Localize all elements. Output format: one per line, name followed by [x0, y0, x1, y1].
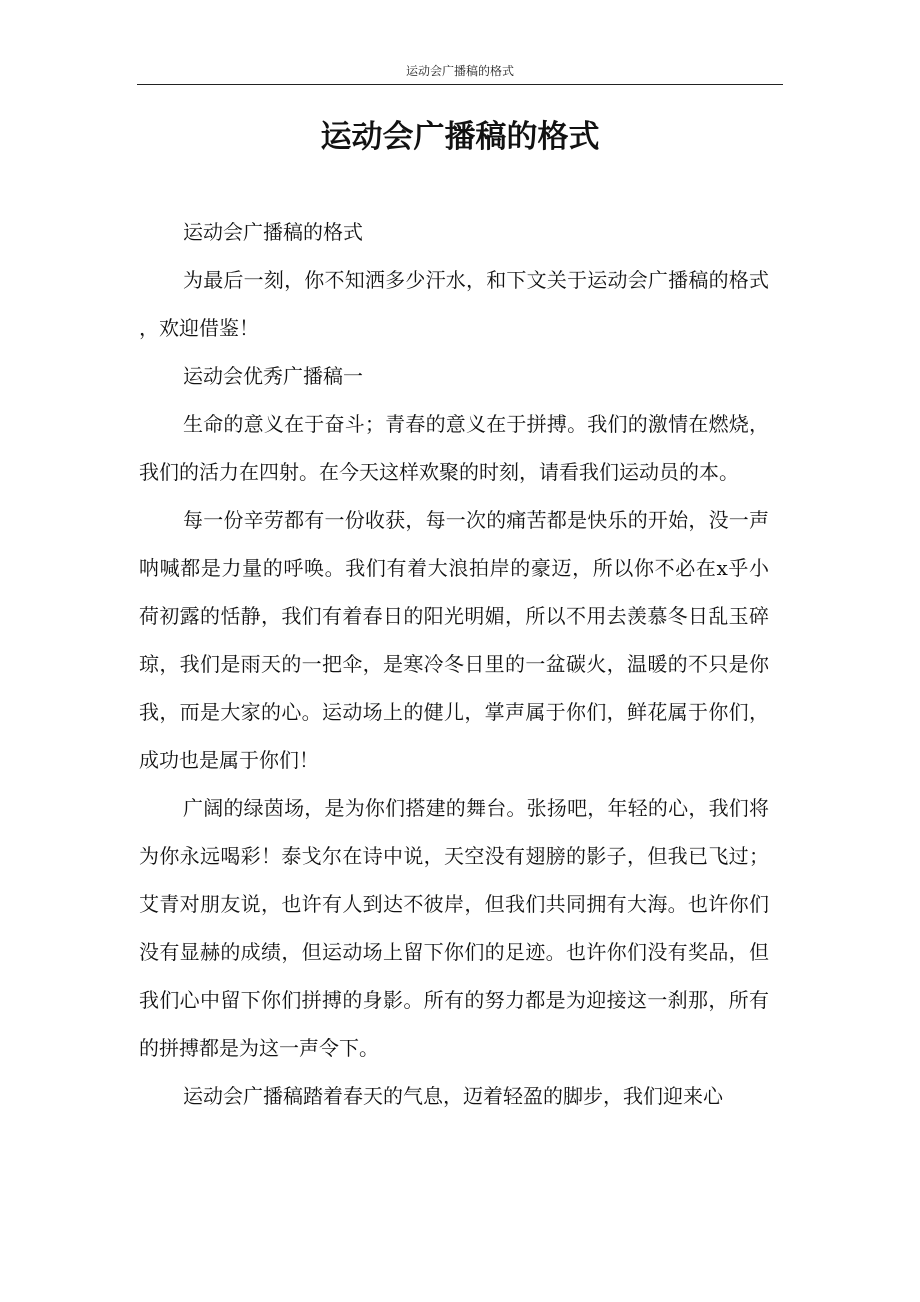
document-title: 运动会广播稿的格式 — [320, 119, 600, 155]
header-rule — [137, 84, 783, 85]
paragraph-body-3: 广阔的绿茵场，是为你们搭建的舞台。张扬吧，年轻的心，我们将为你永远喝彩！泰戈尔在诗中说，天空没有翅膀的影子，但我已飞过；艾青对朋友说，也许有人到达不彼岸，但我们共同拥有大海。也许你们没有显赫的成绩，但运动场上留下你们的足迹。也许你们没有奖品，但我们心中留下你们拼搏的身影。所有的努力都是为迎接这一刹那，所有的拼搏都是为这一声令下。 — [139, 796, 769, 1060]
paragraph-section-heading: 运动会优秀广播稿一 — [183, 364, 363, 388]
paragraph-subtitle: 运动会广播稿的格式 — [183, 220, 363, 244]
paragraph-body-4: 运动会广播稿踏着春天的气息，迈着轻盈的脚步，我们迎来心 — [183, 1084, 723, 1108]
running-header: 运动会广播稿的格式 — [405, 64, 514, 78]
paragraph-body-2: 每一份辛劳都有一份收获，每一次的痛苦都是快乐的开始，没一声呐喊都是力量的呼唤。我们有着大浪拍岸的豪迈，所以你不必在x乎小荷初露的恬静，我们有着春日的阳光明媚，所以不用去羡慕冬日乱玉碎琼，我们是雨天的一把伞，是寒冷冬日里的一盆碳火，温暖的不只是你我，而是大家的心。运动场上的健儿，掌声属于你们，鲜花属于你们，成功也是属于你们！ — [139, 508, 769, 772]
paragraph-intro: 为最后一刻，你不知洒多少汗水，和下文关于运动会广播稿的格式 ，欢迎借鉴！ — [139, 268, 769, 340]
paragraph-body-1: 生命的意义在于奋斗；青春的意义在于拼搏。我们的激情在燃烧，我们的活力在四射。在今天这样欢聚的时刻，请看我们运动员的本。 — [139, 412, 769, 484]
document-body — [139, 208, 769, 1120]
